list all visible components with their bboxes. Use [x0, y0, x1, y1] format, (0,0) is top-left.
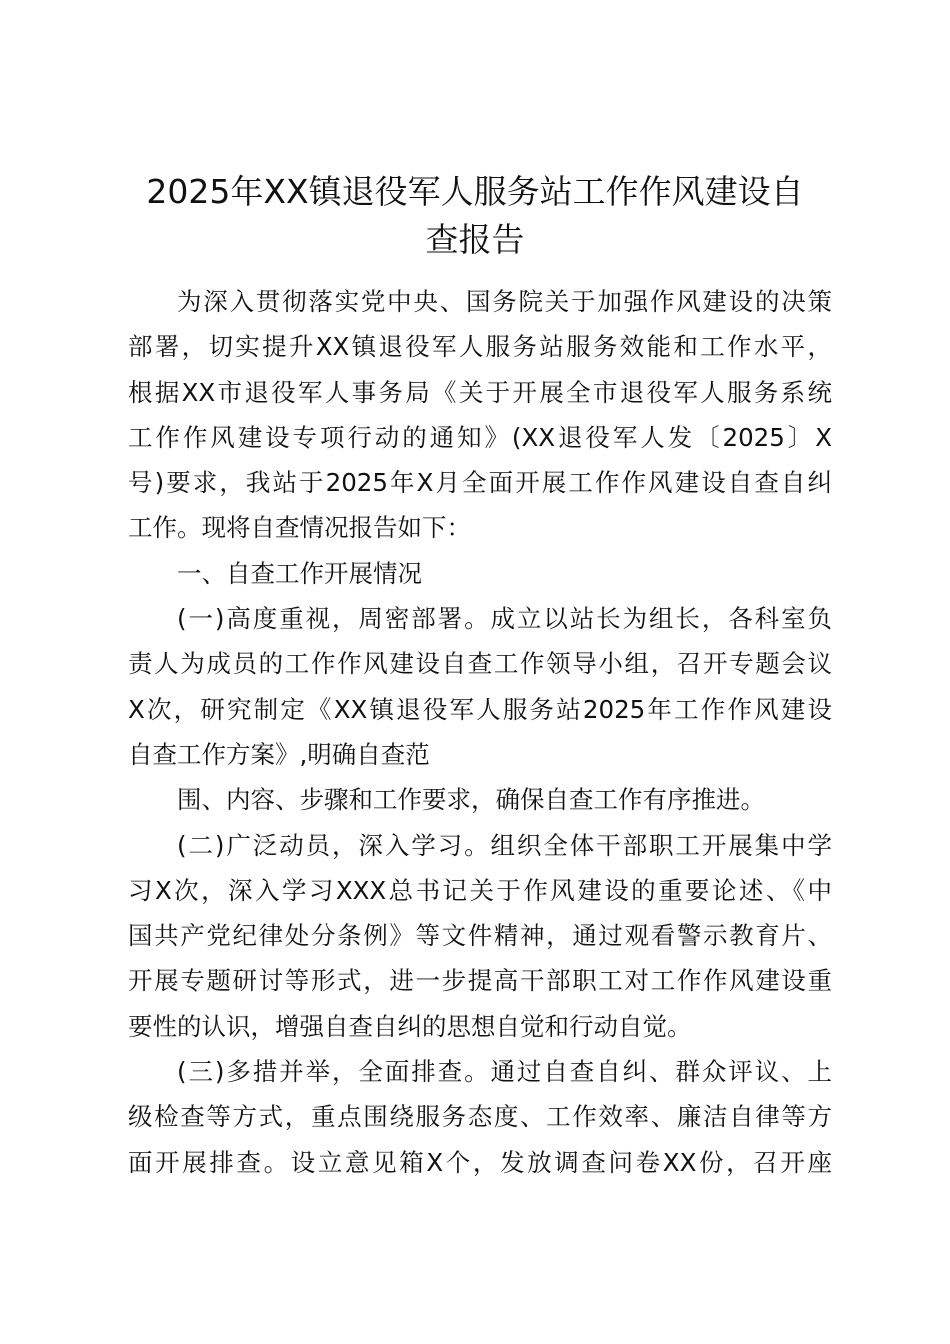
title-line-2: 查报告: [425, 220, 525, 259]
body-line: 国共产党纪律处分条例》等文件精神，通过观看警示教育片、: [128, 921, 832, 951]
body-line: 面开展排查。设立意见箱X个，发放调查问卷XX份，召开座: [128, 1147, 832, 1177]
body-line: (二)广泛动员，深入学习。组织全体干部职工开展集中学: [177, 830, 832, 860]
title-line-1: 2025年XX镇退役军人服务站工作作风建设自: [146, 172, 804, 211]
document-body: [128, 279, 832, 1185]
body-line: 工作作风建设专项行动的通知》(XX退役军人发〔2025〕X: [128, 422, 832, 452]
document-title: [110, 168, 840, 264]
body-line: 根据XX市退役军人事务局《关于开展全市退役军人服务系统: [128, 377, 832, 407]
body-line: 围、内容、步骤和工作要求，确保自查工作有序推进。: [177, 785, 765, 815]
body-line: (一)高度重视，周密部署。成立以站长为组长，各科室负: [177, 604, 832, 634]
body-line: 号)要求，我站于2025年X月全面开展工作作风建设自查自纠: [128, 468, 832, 498]
body-line: 习X次，深入学习XXX总书记关于作风建设的重要论述、《中: [128, 875, 832, 905]
body-line: 工作。现将自查情况报告如下：: [128, 513, 471, 543]
body-line: 级检查等方式，重点围绕服务态度、工作效率、廉洁自律等方: [128, 1102, 832, 1132]
body-line: 自查工作方案》,明确自查范: [128, 739, 430, 769]
body-line: X次，研究制定《XX镇退役军人服务站2025年工作作风建设: [128, 694, 832, 724]
body-line: 为深入贯彻落实党中央、国务院关于加强作风建设的决策: [177, 287, 832, 316]
body-line: 一、自查工作开展情况: [177, 558, 422, 588]
body-line: 部署，切实提升XX镇退役军人服务站服务效能和工作水平，: [128, 332, 832, 362]
body-line: 开展专题研讨等形式，进一步提高干部职工对工作作风建设重: [128, 966, 832, 996]
body-line: (三)多措并举，全面排查。通过自查自纠、群众评议、上: [177, 1057, 832, 1087]
body-line: 责人为成员的工作作风建设自查工作领导小组，召开专题会议: [128, 649, 832, 679]
body-line: 要性的认识，增强自查自纠的思想自觉和行动自觉。: [128, 1011, 692, 1041]
